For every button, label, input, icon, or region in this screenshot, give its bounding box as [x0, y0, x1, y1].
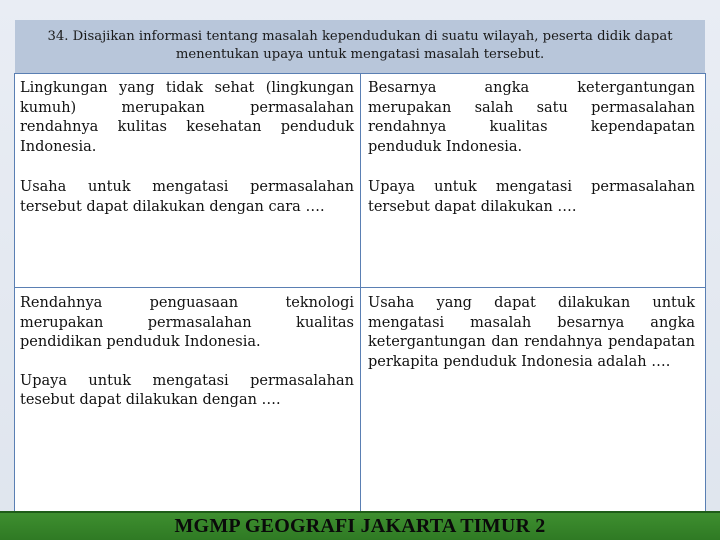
info-table — [14, 73, 706, 513]
footer-text: MGMP GEOGRAFI JAKARTA TIMUR 2 — [174, 515, 546, 537]
cell-row2-left-problem: Rendahnya penguasaan teknologi merupakan permasalahan kualitas pendidikan penduduk Indonesia. — [20, 295, 354, 350]
footer-bar — [0, 511, 720, 540]
cell-row1-right-problem: Besarnya angka ketergantungan merupakan salah satu permasalahan rendahnya kualitas kependapatan penduduk Indonesia. — [368, 80, 695, 155]
question-header — [15, 20, 705, 74]
row-divider — [15, 287, 705, 288]
cell-row2-left — [20, 294, 354, 411]
column-divider — [360, 74, 361, 512]
cell-row1-left — [20, 79, 354, 217]
cell-row1-right-question: Upaya untuk mengatasi permasalahan tersebut dapat dilakukan …. — [368, 179, 695, 215]
cell-row1-left-problem: Lingkungan yang tidak sehat (lingkungan kumuh) merupakan permasalahan rendahnya kulitas kesehatan penduduk Indonesia. — [20, 80, 354, 155]
question-text: 34. Disajikan informasi tentang masalah kependudukan di suatu wilayah, peserta didik dapat menentukan upaya untuk mengatasi masalah tersebut. — [47, 29, 673, 62]
cell-row2-right-question: Usaha yang dapat dilakukan untuk mengatasi masalah besarnya angka ketergantungan dan rendahnya pendapatan perkapita penduduk Indonesia adalah …. — [368, 295, 695, 370]
cell-row1-left-question: Usaha untuk mengatasi permasalahan tersebut dapat dilakukan dengan cara …. — [20, 179, 354, 215]
cell-row2-right — [368, 294, 695, 372]
cell-row2-left-question: Upaya untuk mengatasi permasalahan tesebut dapat dilakukan dengan …. — [20, 372, 354, 408]
cell-row1-right — [368, 79, 695, 217]
